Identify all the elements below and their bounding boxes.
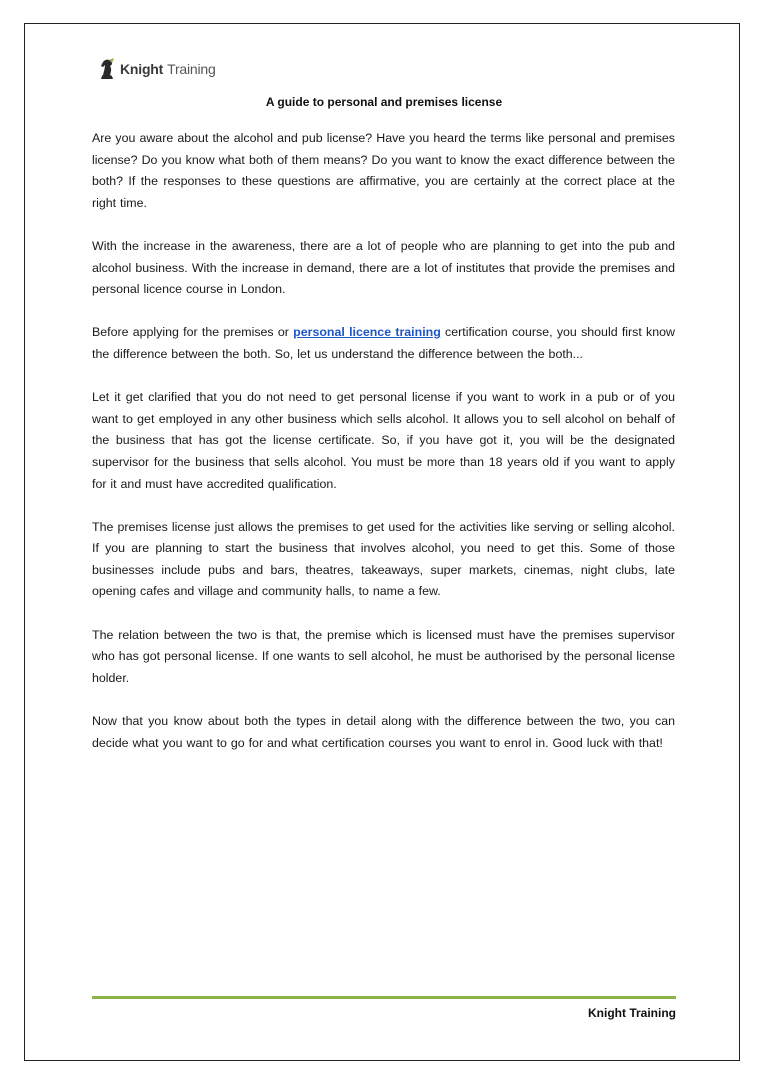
logo-word-training: Training (167, 61, 216, 77)
paragraph: The premises license just allows the premises to get used for the activities like serving or selling alcohol. If you are planning to start the business that involves alcohol, you need to get this. Some of those businesses include pubs and bars, theatres, takeaways, super markets, cinemas, night clubs, late opening cafes and village and community halls, to name a few. (92, 519, 675, 599)
document-body (92, 128, 675, 776)
paragraph-text: certification course, you should first know the difference between the both. So, let us understand the difference between the both... (92, 325, 675, 361)
paragraph: Now that you know about both the types in detail along with the difference between the two, you can decide what you want to go for and what certification courses you want to enrol in. Good luck with that! (92, 714, 675, 750)
logo (98, 56, 216, 82)
paragraph: The relation between the two is that, the premise which is licensed must have the premises supervisor who has got personal license. If one wants to sell alcohol, he must be authorised by the personal license holder. (92, 627, 675, 685)
paragraph-text: Before applying for the premises or (92, 325, 294, 340)
paragraph: Are you aware about the alcohol and pub license? Have you heard the terms like personal and premises license? Do you know what both of them means? Do you want to know the exact difference between the both? If the responses to these questions are affirmative, you are certainly at the correct place at the right time. (92, 131, 675, 210)
footer-text: Knight Training (588, 1006, 676, 1020)
footer-rule (92, 996, 676, 999)
paragraph (92, 322, 675, 365)
paragraph: With the increase in the awareness, there are a lot of people who are planning to get into the pub and alcohol business. With the increase in demand, there are a lot of institutes that provide the premises and personal licence course in London. (92, 238, 675, 297)
personal-licence-training-link[interactable]: personal licence training (293, 325, 441, 340)
knight-chess-piece-icon (98, 57, 116, 81)
logo-word-knight: Knight (120, 61, 164, 77)
document-title: A guide to personal and premises license (265, 95, 503, 109)
paragraph: Let it get clarified that you do not need to get personal license if you want to work in a pub or of you want to get employed in any other business which sells alcohol. It allows you to sell alcohol on behalf of the business that has got the license certificate. So, if you have got it, you will be the designated supervisor for the business that sells alcohol. You must be more than 18 years old if you want to apply for it and must have accredited qualification. (92, 390, 675, 491)
